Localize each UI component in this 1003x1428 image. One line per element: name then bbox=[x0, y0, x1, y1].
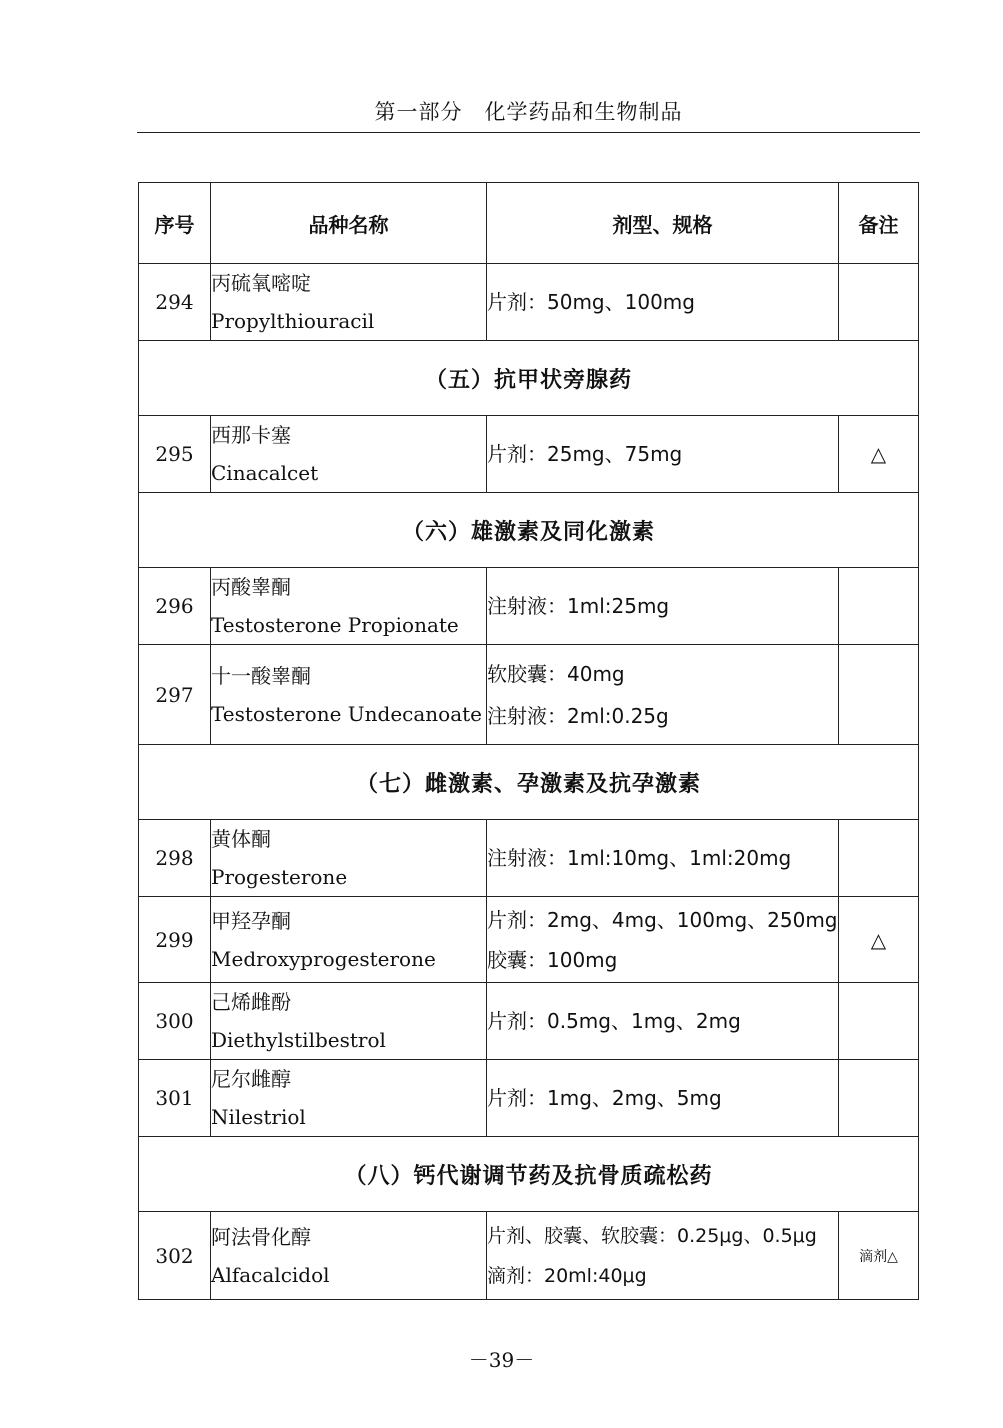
note-cell bbox=[839, 264, 919, 341]
drug-name-cell bbox=[211, 1060, 487, 1137]
dosage-form: 注射液：2ml:0.25g bbox=[487, 703, 669, 728]
drug-name-en: Propylthiouracil bbox=[211, 309, 375, 333]
drug-name-en: Progesterone bbox=[211, 865, 348, 889]
dosage-form-cell bbox=[487, 568, 839, 645]
section-title: （五）抗甲状旁腺药 bbox=[139, 341, 919, 416]
note-cell: △ bbox=[839, 897, 919, 983]
note-cell bbox=[839, 820, 919, 897]
drug-name-en: Medroxyprogesterone bbox=[211, 946, 436, 971]
table-row bbox=[139, 1212, 919, 1300]
drug-name-cell bbox=[211, 264, 487, 341]
drug-name-zh: 丙酸睾酮 bbox=[211, 575, 291, 599]
note-cell: △ bbox=[839, 416, 919, 493]
dosage-form: 片剂：0.5mg、1mg、2mg bbox=[487, 1009, 741, 1033]
table-row bbox=[139, 1060, 919, 1137]
dosage-form: 注射液：1ml:25mg bbox=[487, 594, 670, 618]
section-title: （八）钙代谢调节药及抗骨质疏松药 bbox=[139, 1137, 919, 1212]
table-row bbox=[139, 820, 919, 897]
section-row bbox=[139, 493, 919, 568]
row-number: 297 bbox=[139, 645, 211, 745]
drug-name-cell bbox=[211, 897, 487, 983]
row-number: 301 bbox=[139, 1060, 211, 1137]
note-cell bbox=[839, 1060, 919, 1137]
dosage-form: 软胶囊：40mg bbox=[487, 661, 625, 686]
section-row bbox=[139, 341, 919, 416]
table-row bbox=[139, 983, 919, 1060]
dosage-form-cell bbox=[487, 897, 839, 983]
table-row bbox=[139, 264, 919, 341]
row-number: 294 bbox=[139, 264, 211, 341]
dosage-form: 胶囊：100mg bbox=[487, 947, 618, 972]
column-header-note: 备注 bbox=[839, 183, 919, 264]
drug-name-en: Alfacalcidol bbox=[211, 1262, 330, 1287]
drug-name-en: Diethylstilbestrol bbox=[211, 1028, 386, 1052]
drug-name-cell bbox=[211, 1212, 487, 1300]
header-rule bbox=[137, 132, 920, 133]
page-header-title: 第一部分 化学药品和生物制品 bbox=[374, 100, 683, 124]
row-number: 295 bbox=[139, 416, 211, 493]
table-header-row bbox=[139, 183, 919, 264]
section-row bbox=[139, 1137, 919, 1212]
dosage-form: 滴剂：20ml:40μg bbox=[487, 1264, 647, 1287]
dosage-form: 片剂：50mg、100mg bbox=[487, 290, 695, 314]
row-number: 300 bbox=[139, 983, 211, 1060]
row-number: 298 bbox=[139, 820, 211, 897]
drug-name-en: Testosterone Propionate bbox=[211, 613, 459, 637]
table-row bbox=[139, 645, 919, 745]
drug-name-cell bbox=[211, 983, 487, 1060]
dosage-form-cell bbox=[487, 645, 839, 745]
drug-table bbox=[138, 182, 919, 1300]
section-row bbox=[139, 745, 919, 820]
dosage-form-cell bbox=[487, 1212, 839, 1300]
table-row bbox=[139, 897, 919, 983]
dosage-form: 片剂：25mg、75mg bbox=[487, 442, 683, 466]
drug-name-zh: 丙硫氧嘧啶 bbox=[211, 271, 311, 295]
drug-name-zh: 尼尔雌醇 bbox=[211, 1067, 291, 1091]
drug-name-en: Cinacalcet bbox=[211, 461, 319, 485]
note-cell bbox=[839, 983, 919, 1060]
section-title: （六）雄激素及同化激素 bbox=[139, 493, 919, 568]
dosage-form: 片剂、胶囊、软胶囊：0.25μg、0.5μg bbox=[487, 1224, 817, 1247]
drug-name-en: Testosterone Undecanoate bbox=[211, 701, 482, 726]
drug-name-cell bbox=[211, 820, 487, 897]
drug-name-zh: 西那卡塞 bbox=[211, 423, 291, 447]
dosage-form-cell bbox=[487, 1060, 839, 1137]
column-header-no: 序号 bbox=[139, 183, 211, 264]
dosage-form: 片剂：2mg、4mg、100mg、250mg bbox=[487, 907, 838, 932]
drug-name-en: Nilestriol bbox=[211, 1105, 306, 1129]
drug-name-cell bbox=[211, 645, 487, 745]
note-cell: 滴剂△ bbox=[839, 1212, 919, 1300]
drug-name-zh: 十一酸睾酮 bbox=[211, 663, 311, 688]
drug-name-zh: 甲羟孕酮 bbox=[211, 908, 291, 933]
row-number: 299 bbox=[139, 897, 211, 983]
column-header-form: 剂型、规格 bbox=[487, 183, 839, 264]
dosage-form-cell bbox=[487, 264, 839, 341]
page-number: －39－ bbox=[468, 1348, 535, 1372]
row-number: 302 bbox=[139, 1212, 211, 1300]
dosage-form-cell bbox=[487, 983, 839, 1060]
table-row bbox=[139, 416, 919, 493]
column-header-name: 品种名称 bbox=[211, 183, 487, 264]
drug-name-cell bbox=[211, 568, 487, 645]
note-cell bbox=[839, 645, 919, 745]
drug-name-zh: 黄体酮 bbox=[211, 827, 271, 851]
row-number: 296 bbox=[139, 568, 211, 645]
drug-name-zh: 阿法骨化醇 bbox=[211, 1224, 311, 1249]
section-title: （七）雌激素、孕激素及抗孕激素 bbox=[139, 745, 919, 820]
dosage-form-cell bbox=[487, 416, 839, 493]
drug-name-cell bbox=[211, 416, 487, 493]
dosage-form-cell bbox=[487, 820, 839, 897]
dosage-form: 注射液：1ml:10mg、1ml:20mg bbox=[487, 846, 792, 870]
note-cell bbox=[839, 568, 919, 645]
table-row bbox=[139, 568, 919, 645]
dosage-form: 片剂：1mg、2mg、5mg bbox=[487, 1086, 722, 1110]
drug-name-zh: 己烯雌酚 bbox=[211, 990, 291, 1014]
